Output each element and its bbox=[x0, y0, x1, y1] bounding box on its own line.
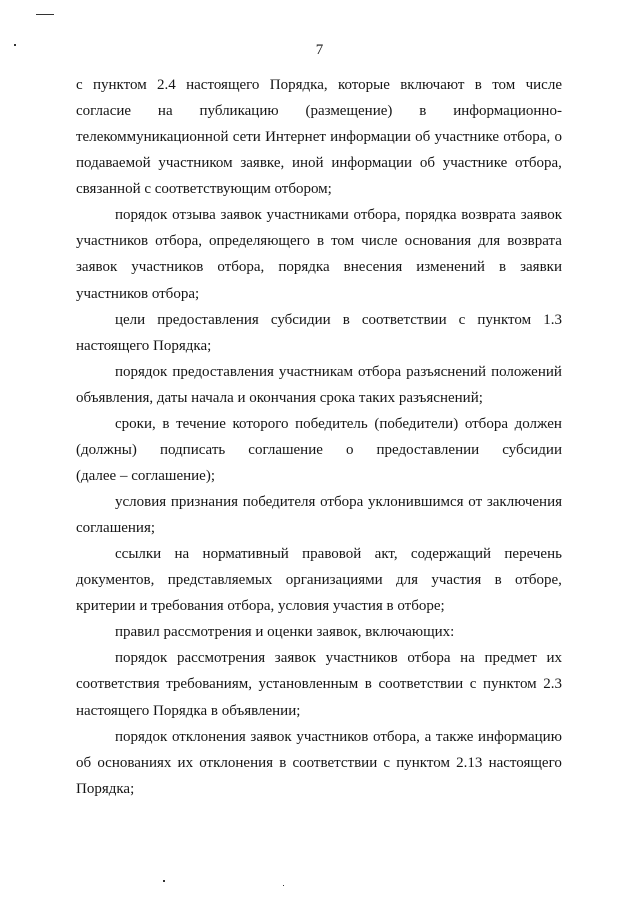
word: соответствии bbox=[378, 676, 464, 693]
word: отбора, bbox=[515, 155, 562, 172]
word: заявок bbox=[274, 650, 317, 667]
word: 2.4 bbox=[157, 77, 176, 93]
word: признания bbox=[170, 494, 238, 510]
word: телекоммуникационной bbox=[76, 129, 229, 146]
word: участниками bbox=[266, 207, 349, 224]
word: а bbox=[424, 728, 432, 745]
word: основания bbox=[404, 233, 472, 250]
word: предоставления bbox=[157, 311, 259, 328]
word: заключения bbox=[486, 494, 562, 510]
word: отбора bbox=[358, 363, 402, 380]
word: заявки bbox=[520, 259, 562, 276]
text-line bbox=[76, 72, 562, 98]
word: также bbox=[435, 728, 474, 745]
word: с bbox=[383, 754, 391, 771]
word: 2.3 bbox=[543, 676, 562, 693]
word: в bbox=[494, 572, 502, 589]
word: 1.3 bbox=[543, 311, 562, 328]
word: правовой bbox=[302, 546, 362, 563]
word: отбора, bbox=[155, 233, 203, 250]
word: отбора bbox=[407, 650, 451, 667]
word: отбора, bbox=[217, 259, 265, 276]
word: внесения bbox=[343, 259, 403, 276]
word: заявок bbox=[76, 259, 118, 276]
word: том bbox=[331, 233, 355, 250]
word: должен bbox=[514, 415, 562, 432]
word: отбора bbox=[320, 494, 364, 510]
word: заявке, bbox=[240, 155, 285, 172]
word: об bbox=[419, 155, 435, 172]
word: предоставлении bbox=[376, 441, 480, 458]
text-line bbox=[76, 254, 562, 280]
word: пунктом bbox=[482, 676, 537, 693]
word: победитель bbox=[295, 415, 368, 432]
text-line bbox=[115, 541, 562, 567]
word: (размещение) bbox=[305, 103, 393, 120]
text-line bbox=[76, 671, 562, 697]
word: цели bbox=[115, 311, 146, 328]
word: отборе, bbox=[515, 572, 562, 589]
word: перечень bbox=[504, 546, 562, 563]
word: течение bbox=[176, 415, 226, 432]
word: порядок bbox=[115, 363, 168, 380]
text-line: соглашения; bbox=[76, 520, 156, 537]
word: информации bbox=[331, 155, 413, 172]
word: о bbox=[554, 129, 562, 146]
word: заявок bbox=[250, 728, 292, 745]
text-line: критерии и требования отбора, условия участия в отборе; bbox=[76, 598, 445, 615]
word: уклонившимся bbox=[368, 494, 464, 510]
word: содержащий bbox=[410, 546, 492, 563]
text-line: правил рассмотрения и оценки заявок, включающих: bbox=[115, 624, 455, 641]
word: на bbox=[460, 650, 475, 667]
word: документов, bbox=[76, 572, 155, 589]
word: нормативный bbox=[202, 546, 289, 563]
text-line bbox=[115, 359, 562, 385]
word: их bbox=[546, 650, 562, 667]
word: Порядка, bbox=[269, 77, 328, 93]
word: подаваемой bbox=[76, 155, 151, 172]
word: их bbox=[177, 754, 194, 771]
document-body bbox=[76, 72, 562, 802]
word: об bbox=[76, 754, 92, 771]
scan-dot bbox=[283, 885, 284, 886]
word: отклонения bbox=[172, 728, 246, 745]
word: с bbox=[76, 77, 83, 93]
text-line: Порядка; bbox=[76, 780, 135, 797]
word: пунктом bbox=[93, 77, 147, 93]
word: отбора, bbox=[503, 129, 551, 146]
word: которые bbox=[337, 77, 390, 93]
word: настоящего bbox=[488, 754, 562, 771]
word: на bbox=[157, 103, 173, 120]
word: изменений bbox=[416, 259, 485, 276]
word: для bbox=[396, 572, 419, 589]
word: разъяснений bbox=[406, 363, 487, 380]
word: порядок bbox=[115, 207, 168, 224]
word: Интернет bbox=[265, 129, 326, 146]
word: с bbox=[469, 676, 477, 693]
word: соглашение bbox=[248, 441, 323, 458]
word: с bbox=[458, 311, 466, 328]
word: отбора bbox=[464, 415, 508, 432]
text-line bbox=[76, 750, 562, 776]
word: в bbox=[419, 103, 427, 120]
word: возврата bbox=[461, 207, 516, 224]
word: в bbox=[316, 233, 325, 250]
word: которого bbox=[232, 415, 289, 432]
word: предмет bbox=[484, 650, 537, 667]
word: в bbox=[474, 77, 482, 93]
text-line bbox=[76, 98, 562, 124]
word: требованиям, bbox=[166, 676, 252, 693]
text-line: участников отбора; bbox=[76, 285, 200, 302]
word: участников bbox=[76, 233, 149, 250]
word: в bbox=[498, 259, 507, 276]
word: порядок bbox=[115, 650, 168, 667]
word: определяющего bbox=[209, 233, 310, 250]
word: пунктом bbox=[396, 754, 450, 771]
word: субсидии bbox=[270, 311, 331, 328]
word: участия bbox=[431, 572, 482, 589]
word: основаниях bbox=[97, 754, 172, 771]
word: сроки, bbox=[115, 415, 156, 432]
word: включают bbox=[400, 77, 465, 93]
word: сети bbox=[232, 129, 261, 146]
word: (победители) bbox=[374, 415, 459, 432]
word: субсидии bbox=[502, 441, 562, 458]
word: о bbox=[345, 441, 354, 458]
word: участников bbox=[296, 728, 369, 745]
text-line bbox=[115, 724, 562, 750]
word: соответствия bbox=[76, 676, 160, 693]
word: ссылки bbox=[115, 546, 162, 563]
word: представляемых bbox=[167, 572, 273, 589]
word: от bbox=[468, 494, 483, 510]
word: иной bbox=[292, 155, 324, 172]
word: соответствии bbox=[292, 754, 378, 771]
word: участнике bbox=[442, 155, 508, 172]
word: заявок bbox=[220, 207, 262, 224]
word: (должны) bbox=[76, 441, 137, 458]
word: информационно- bbox=[453, 103, 562, 120]
word: числе bbox=[525, 77, 562, 93]
word: публикацию bbox=[199, 103, 279, 120]
word: отзыва bbox=[172, 207, 216, 224]
word: участнике bbox=[434, 129, 500, 146]
word: участников bbox=[131, 259, 204, 276]
word: том bbox=[492, 77, 516, 93]
word: отбора, bbox=[373, 728, 420, 745]
page-number: 7 bbox=[315, 42, 324, 58]
word: заявок bbox=[520, 207, 562, 224]
text-line bbox=[115, 411, 562, 437]
word: порядка bbox=[278, 259, 330, 276]
word: возврата bbox=[507, 233, 562, 250]
text-line bbox=[76, 437, 562, 463]
text-line: (далее – соглашение); bbox=[76, 467, 215, 484]
text-line: связанной с соответствующим отбором; bbox=[76, 181, 332, 198]
word: участникам bbox=[278, 363, 354, 380]
word: положений bbox=[491, 363, 562, 380]
word: условия bbox=[115, 494, 167, 510]
scan-mark bbox=[36, 14, 54, 15]
word: в bbox=[364, 676, 372, 693]
word: настоящего bbox=[186, 77, 260, 93]
word: участников bbox=[325, 650, 398, 667]
word: организациями bbox=[285, 572, 383, 589]
text-line bbox=[76, 567, 562, 593]
word: победителя bbox=[242, 494, 316, 510]
word: об bbox=[415, 129, 431, 146]
word: числе bbox=[361, 233, 398, 250]
word: отбора, bbox=[353, 207, 401, 224]
word: акт, bbox=[374, 546, 398, 563]
word: рассмотрения bbox=[177, 650, 266, 667]
text-line bbox=[115, 489, 562, 515]
word: для bbox=[478, 233, 501, 250]
word: информацию bbox=[478, 728, 562, 745]
word: согласие bbox=[76, 103, 132, 120]
text-line: настоящего Порядка в объявлении; bbox=[76, 702, 301, 719]
word: предоставления bbox=[172, 363, 274, 380]
text-line bbox=[115, 202, 562, 228]
word: подписать bbox=[159, 441, 226, 458]
word: отклонения bbox=[199, 754, 274, 771]
word: установленным bbox=[258, 676, 359, 693]
word: участником bbox=[158, 155, 233, 172]
word: информации bbox=[330, 129, 411, 146]
text-line bbox=[115, 645, 562, 671]
word: на bbox=[174, 546, 190, 563]
word: пунктом bbox=[477, 311, 532, 328]
text-line bbox=[76, 150, 562, 176]
word: порядок bbox=[115, 728, 168, 745]
word: в bbox=[342, 311, 350, 328]
word: соответствии bbox=[361, 311, 447, 328]
scan-dot bbox=[163, 880, 165, 882]
word: в bbox=[162, 415, 170, 432]
text-line bbox=[76, 228, 562, 254]
word: 2.13 bbox=[456, 754, 483, 771]
word: порядка bbox=[405, 207, 457, 224]
text-line bbox=[76, 124, 562, 150]
word: в bbox=[279, 754, 287, 771]
text-line: настоящего Порядка; bbox=[76, 337, 212, 354]
text-line bbox=[115, 307, 562, 333]
text-line: объявления, даты начала и окончания срока таких разъяснений; bbox=[76, 389, 483, 406]
